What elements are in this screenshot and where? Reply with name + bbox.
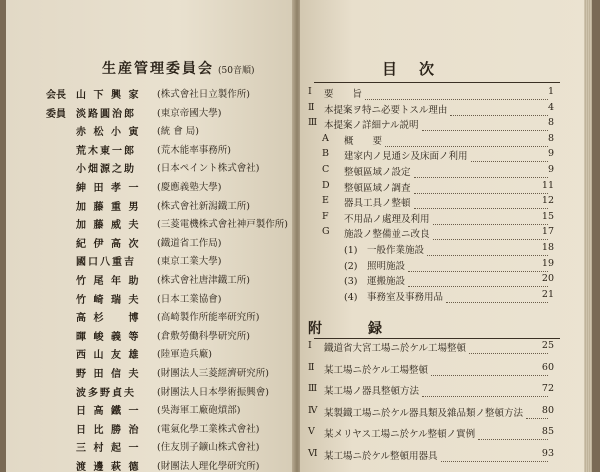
- toc-page-number: 8: [547, 132, 554, 144]
- toc-entry: [300, 133, 592, 149]
- member-row: [6, 439, 294, 457]
- appendix-entry: [300, 426, 592, 442]
- member-row: [6, 291, 294, 309]
- toc-mark: Ⅱ: [308, 101, 315, 113]
- toc-mark: D: [322, 179, 330, 191]
- toc-entry: [300, 117, 592, 133]
- member-name: 日 比 勝 治: [76, 424, 141, 436]
- toc-page-number: 25: [541, 340, 554, 351]
- appendix-rule: [314, 338, 560, 339]
- member-affiliation: (荒木能率事務所): [157, 144, 231, 156]
- toc-entry: [300, 211, 592, 227]
- member-row: [6, 272, 294, 290]
- member-row: [6, 123, 294, 141]
- appendix-entry: [300, 448, 592, 464]
- toc-page-number: 85: [541, 426, 554, 437]
- toc-entry: [300, 258, 592, 274]
- toc-page-number: 4: [547, 101, 554, 113]
- toc-page-number: 72: [541, 383, 554, 394]
- member-row: [6, 198, 294, 216]
- toc-text: (4) 事務室及事務用品: [344, 291, 443, 303]
- toc-page-number: 11: [541, 179, 554, 191]
- toc-leader: [433, 214, 548, 225]
- member-affiliation: (倉敷勞働科學研究所): [157, 330, 250, 342]
- member-name: 竹 尾 年 助: [76, 276, 141, 287]
- left-page: [6, 0, 294, 472]
- page-edge: [584, 0, 592, 472]
- toc-page-number: 93: [541, 447, 554, 459]
- toc-text: 本提案ノ詳細ナル説明: [324, 120, 419, 132]
- member-affiliation: (東京帝國大學): [157, 107, 222, 119]
- appendix-entry: [300, 405, 592, 421]
- toc-page-number: 20: [541, 273, 554, 285]
- member-row: [6, 253, 294, 271]
- toc-page-number: 60: [541, 361, 554, 373]
- member-affiliation: (陸軍造兵廠): [157, 349, 212, 361]
- toc-text: 鐵道省大宮工場ニ於ケル工場整頓: [324, 343, 467, 354]
- toc-text: 要 旨: [324, 89, 363, 100]
- member-row: [6, 86, 294, 104]
- member-row: [6, 179, 294, 197]
- toc-leader: [408, 261, 548, 272]
- toc-mark: B: [322, 148, 329, 160]
- toc-leader: [427, 245, 548, 256]
- member-row: [6, 160, 294, 178]
- toc-mark: Ⅲ: [308, 383, 318, 394]
- member-row: [6, 142, 294, 160]
- member-affiliation: (株式會社日立製作所): [157, 89, 250, 100]
- toc-mark: Ⅰ: [308, 340, 312, 351]
- toc-text: 某工場ニ於ケル整頓用器具: [324, 450, 438, 462]
- toc-text: 建家内ノ見通シ及床面ノ利用: [344, 151, 468, 163]
- toc-mark: C: [322, 164, 330, 175]
- member-name: 竹 崎 瑞 夫: [76, 294, 141, 306]
- toc-entry: [300, 148, 592, 164]
- member-name: 淡路圓治郎: [76, 108, 136, 120]
- toc-entry: [300, 273, 592, 289]
- appendix-entry: [300, 383, 592, 399]
- member-name: 加 藤 重 男: [76, 201, 141, 213]
- toc-text: (2) 照明施設: [344, 260, 405, 272]
- toc-entry: [300, 164, 592, 180]
- member-affiliation: (株式會社新潟鐵工所): [157, 200, 250, 212]
- toc-page-number: 1: [547, 86, 554, 97]
- toc-leader: [408, 276, 548, 287]
- toc-mark: Ⅵ: [308, 447, 318, 459]
- toc-leader: [431, 365, 548, 376]
- toc-leader: [441, 451, 548, 462]
- member-row: [6, 458, 294, 472]
- member-affiliation: (財團法人理化學研究所): [157, 461, 260, 472]
- toc-leader: [446, 292, 548, 303]
- member-affiliation: (電氣化學工業株式會社): [157, 423, 260, 435]
- member-affiliation: (統 會 局): [157, 126, 199, 138]
- appendix-title: 附 録: [308, 321, 398, 337]
- toc-text: (3) 運搬施設: [344, 276, 405, 288]
- committee-title: 生産管理委員会 (50音順): [102, 61, 255, 77]
- toc-page-number: 19: [541, 257, 554, 269]
- member-affiliation: (東京工業大學): [157, 256, 222, 268]
- member-affiliation: (財團法人三菱經濟研究所): [157, 368, 269, 379]
- toc-page-number: 18: [541, 242, 554, 253]
- member-affiliation: (日本ペイント株式會社): [157, 163, 260, 175]
- member-name: 小畑源之助: [76, 164, 136, 176]
- toc-text: 某メリヤス工場ニ於ケル整頓ノ實例: [324, 429, 476, 440]
- appendix-entry: [300, 362, 592, 378]
- toc-entry: [300, 180, 592, 196]
- toc-mark: Ⅰ: [308, 86, 312, 97]
- member-affiliation: (鐵道省工作局): [157, 237, 222, 249]
- toc-text: 器具工具ノ整頓: [344, 198, 411, 210]
- toc-page-number: 9: [547, 148, 554, 160]
- toc-text: 某製鐵工場ニ於ケル器具類及雜品類ノ整頓方法: [324, 407, 524, 419]
- toc-page-number: 21: [541, 288, 554, 300]
- member-name: 暉 峻 義 等: [76, 331, 141, 343]
- toc-page-number: 80: [541, 404, 554, 416]
- member-name: 高 杉 博: [76, 313, 141, 325]
- appendix-entry: [300, 340, 592, 356]
- toc-leader: [365, 89, 548, 100]
- member-role: 会長: [46, 90, 66, 101]
- member-affiliation: (株式會社唐津鐵工所): [157, 275, 250, 286]
- toc-mark: A: [322, 132, 329, 144]
- toc-page-number: 17: [541, 226, 554, 238]
- toc-text: 某工場ノ器具整頓方法: [324, 386, 420, 397]
- member-name: 西 山 友 雄: [76, 350, 141, 362]
- member-affiliation: (日本工業協會): [157, 293, 222, 305]
- toc-mark: F: [322, 210, 329, 222]
- member-row: [6, 384, 294, 402]
- toc-page-number: 8: [547, 117, 554, 129]
- member-row: [6, 421, 294, 439]
- member-name: 荒木東一郎: [76, 145, 136, 157]
- member-affiliation: (吳海軍工廠砲熕部): [157, 405, 241, 417]
- toc-entry: [300, 86, 592, 102]
- toc-leader: [414, 198, 548, 209]
- member-row: [6, 105, 294, 123]
- toc-mark: Ⅳ: [308, 404, 318, 416]
- toc-text: 某工場ニ於ケル工場整頓: [324, 364, 429, 376]
- toc-entry: [300, 289, 592, 305]
- toc-leader: [385, 136, 548, 147]
- member-name: 日 高 鐵 一: [76, 406, 141, 418]
- member-name: 紳 田 孝 一: [76, 183, 141, 194]
- member-name: 紀 伊 高 次: [76, 238, 141, 250]
- member-row: [6, 216, 294, 234]
- toc-leader: [422, 386, 548, 397]
- contents-title: 目次: [382, 60, 457, 78]
- member-name: 山 下 興 家: [76, 90, 141, 101]
- toc-entry: [300, 226, 592, 242]
- member-name: 赤 松 小 寅: [76, 127, 141, 139]
- member-row: [6, 402, 294, 420]
- right-page: [300, 0, 592, 472]
- toc-text: 施設ノ整備並ニ改良: [344, 229, 430, 241]
- toc-entry: [300, 102, 592, 118]
- member-name: 加 藤 威 夫: [76, 220, 141, 232]
- toc-text: 不用品ノ處理及利用: [344, 213, 430, 225]
- member-row: [6, 365, 294, 383]
- member-affiliation: (三菱電機株式會社神戸製作所): [157, 219, 288, 231]
- toc-page-number: 12: [541, 195, 554, 207]
- member-row: [6, 309, 294, 327]
- toc-leader: [422, 120, 548, 131]
- toc-leader: [414, 167, 548, 178]
- toc-mark: Ⅴ: [308, 426, 315, 437]
- member-affiliation: (慶應義塾大學): [157, 182, 222, 193]
- member-row: [6, 346, 294, 364]
- toc-text: 整頓區域ノ調査: [344, 182, 411, 194]
- toc-page-number: 15: [541, 210, 554, 222]
- member-affiliation: (財團法人日本學術振興會): [157, 386, 269, 398]
- toc-entry: [300, 195, 592, 211]
- member-row: [6, 235, 294, 253]
- toc-mark: G: [322, 226, 330, 238]
- toc-text: 概 要: [344, 135, 383, 147]
- member-name: 波多野貞夫: [76, 387, 136, 399]
- top-rule: [314, 82, 560, 83]
- member-row: [6, 328, 294, 346]
- toc-page-number: 9: [547, 164, 554, 175]
- member-name: 野 田 信 夫: [76, 369, 141, 380]
- toc-mark: Ⅲ: [308, 117, 318, 129]
- member-name: 三 村 起 一: [76, 443, 141, 455]
- toc-mark: E: [322, 195, 329, 207]
- member-affiliation: (住友別子鑛山株式會社): [157, 442, 260, 454]
- member-name: 渡 邊 萩 德: [76, 462, 141, 472]
- toc-entry: [300, 242, 592, 258]
- toc-mark: Ⅱ: [308, 361, 315, 373]
- toc-text: 本提案ヲ特ニ必要トスル理由: [324, 104, 448, 116]
- member-role: 委員: [46, 108, 66, 120]
- member-affiliation: (高崎製作所能率研究所): [157, 312, 260, 324]
- toc-leader: [414, 183, 548, 194]
- toc-text: (1) 一般作業施設: [344, 245, 424, 256]
- member-name: 國口八重吉: [76, 257, 136, 269]
- toc-text: 整頓區域ノ設定: [344, 167, 411, 178]
- toc-leader: [433, 229, 548, 240]
- committee-title-note: (50音順): [218, 66, 255, 76]
